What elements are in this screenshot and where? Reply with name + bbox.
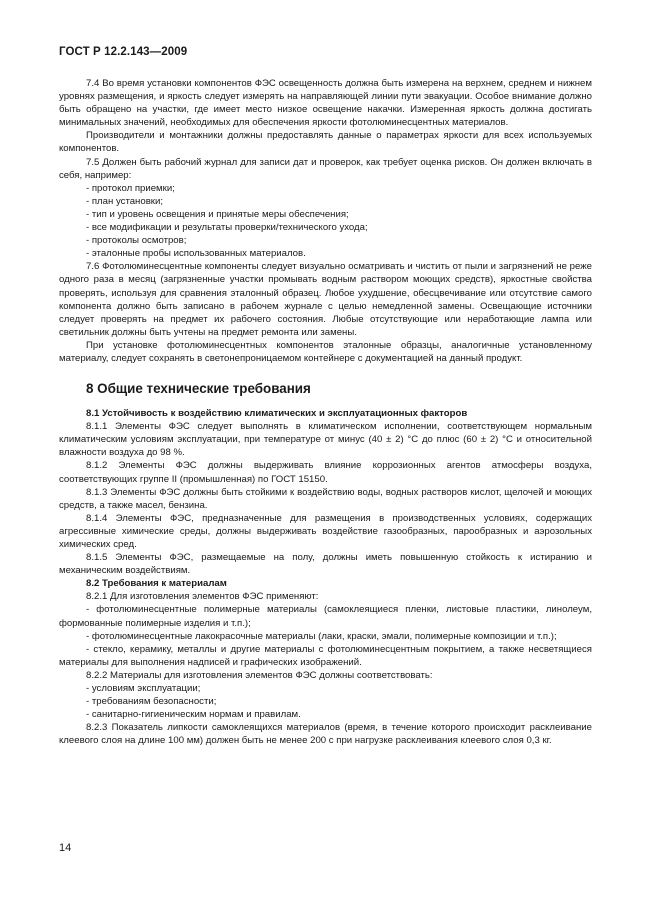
paragraph: - фотолюминесцентные полимерные материалы (самоклеящиеся пленки, листовые пластики, линолеум, формованные полимерные изделия и т.п.); xyxy=(59,604,592,629)
section-heading: 8 Общие технические требования xyxy=(86,381,311,397)
paragraph: 8.1.2 Элементы ФЭС должны выдерживать влияние коррозионных агентов атмосферы воздуха, соответствующих группе II (промышленная) по ГОСТ 15150. xyxy=(59,460,592,485)
paragraph: - фотолюминесцентные лакокрасочные материалы (лаки, краски, эмали, полимерные композиции и т.п.); xyxy=(86,630,557,642)
paragraph: Производители и монтажники должны предоставлять данные о параметрах яркости для всех используемых компонентов. xyxy=(59,130,592,155)
standard-header: ГОСТ Р 12.2.143—2009 xyxy=(59,46,188,58)
list-item: - условиям эксплуатации; xyxy=(86,683,201,695)
paragraph: 8.1.3 Элементы ФЭС должны быть стойкими к воздействию воды, водных растворов кислот, щелочей и моющих средств, а также масел, бензина. xyxy=(59,486,592,511)
paragraph: 7.5 Должен быть рабочий журнал для записи дат и проверок, как требует оценка рисков. Он должен включать в себя, например: xyxy=(59,156,592,181)
document-body xyxy=(59,77,592,748)
paragraph: 8.2.3 Показатель липкости самоклеящихся материалов (время, в течение которого происходит расклеивание клеевого слоя на длине 100 мм) должен быть не менее 200 с при нагрузке расклеивания клеевого слоя 0,3 кг. xyxy=(59,722,592,747)
subsection-heading: 8.2 Требования к материалам xyxy=(86,578,227,590)
paragraph: - стекло, керамику, металлы и другие материалы с фотолюминесцентным покрытием, а также несветящиеся материалы для выполнения надписей и графических изображений. xyxy=(59,643,592,668)
list-item: - план установки; xyxy=(86,195,164,207)
paragraph: 8.2.2 Материалы для изготовления элементов ФЭС должны соответствовать: xyxy=(86,669,433,681)
subsection-heading: 8.1 Устойчивость к воздействию климатических и эксплуатационных факторов xyxy=(86,408,468,420)
list-item: - эталонные пробы использованных материалов. xyxy=(86,248,306,260)
paragraph: 8.1.1 Элементы ФЭС следует выполнять в климатическом исполнении, соответствующем нормальным климатическим условиям эксплуатации, при температуре от минус (40 ± 2) °С до плюс (60 ± 2) °С и относительной влажности воздуха до 98 %. xyxy=(59,421,592,459)
paragraph: 8.1.5 Элементы ФЭС, размещаемые на полу, должны иметь повышенную стойкость к истиранию и механическим воздействиям. xyxy=(59,552,592,577)
list-item: - все модификации и результаты проверки/технического ухода; xyxy=(86,222,368,234)
paragraph: При установке фотолюминесцентных компонентов эталонные образцы, аналогичные установленному материалу, следует сохранять в светонепроницаемом контейнере с документацией на данный продукт. xyxy=(59,339,592,364)
paragraph: 8.1.4 Элементы ФЭС, предназначенные для размещения в производственных условиях, содержащих агрессивные химические среды, должны выдерживать воздействие газообразных, парообразных и аэрозольных химических сред. xyxy=(59,512,592,550)
list-item: - санитарно-гигиеническим нормам и правилам. xyxy=(86,709,301,721)
page-number: 14 xyxy=(59,842,72,854)
list-item: - тип и уровень освещения и принятые меры обеспечения; xyxy=(86,208,349,220)
paragraph: 7.6 Фотолюминесцентные компоненты следует визуально осматривать и чистить от пыли и загрязнений не реже одного раза в месяц (загрязненные участки промывать водным раствором моющих средств), яркостные свойства проверять, используя для сравнения эталонный образец. Любое ухудшение, обесцвечивание или отсутствие самого компонента должно быть записано в рабочем журнале с целью немедленной замены. Освещающие источники следует проверять на предмет их рабочего состояния. Любые отсутствующие или неработающие лампа или светильник должны быть учтены на предмет ремонта или замены. xyxy=(59,261,592,338)
paragraph: 8.2.1 Для изготовления элементов ФЭС применяют: xyxy=(86,591,319,603)
paragraph: 7.4 Во время установки компонентов ФЭС освещенность должна быть измерена на верхнем, среднем и нижнем уровнях размещения, и яркость следует измерять на направляющей линии пути эвакуации. Особое внимание должно быть обращено на участки, где имеет место низкое освещение накачки. Измеренная яркость должна достигать минимальных значений, необходимых для обеспечения яркости фотолюминесцентных материалов. xyxy=(59,78,592,129)
list-item: - протокол приемки; xyxy=(86,182,175,194)
list-item: - протоколы осмотров; xyxy=(86,235,187,247)
list-item: - требованиям безопасности; xyxy=(86,696,217,708)
